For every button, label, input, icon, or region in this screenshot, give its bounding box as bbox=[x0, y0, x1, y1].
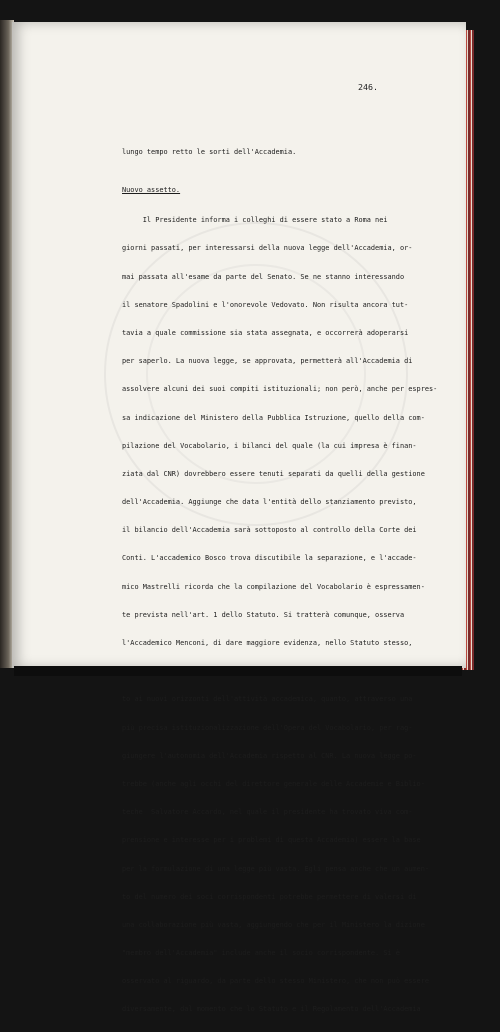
text-line: mai passata all'esame da parte del Senato. Se ne stanno interessando bbox=[122, 272, 405, 281]
text-line: l'Accademico Menconi, di dare maggiore evidenza, nello Statuto stesso, bbox=[122, 639, 413, 647]
text-line: Conti. L'accademico Bosco trova discutibile la separazione, e l'accade- bbox=[122, 554, 417, 563]
text-line: diversamente, dal momento che lo Statuto e il Regolamento dell'Accademia bbox=[122, 1005, 421, 1014]
text-line: to del numero dei soci corrispondenti potrebbe permettere di valersi di bbox=[122, 892, 417, 901]
text-line: per la formulazione di una legge più vasta. Egli pensa anche che un aumen- bbox=[122, 864, 429, 873]
text-line: una collaborazione più vasta, aggiungendo che per il Ministero la dizione bbox=[122, 920, 425, 929]
section-heading bbox=[122, 182, 452, 198]
document-text bbox=[122, 130, 452, 1032]
text-line: assolvere alcuni dei suoi compiti istituzionali; non però, anche per espres- bbox=[122, 385, 438, 394]
bottom-shadow bbox=[14, 666, 462, 676]
opening-line: lungo tempo retto le sorti dell'Accademia. bbox=[122, 148, 297, 156]
text-line: dell'Accademia. Aggiunge che data l'entità dello stanziamento previsto, bbox=[122, 498, 417, 507]
text-line: Il Presidente informa i colleghi di essere stato a Roma nei bbox=[122, 216, 388, 225]
text-line: tavia a quale commissione sia stata assegnata, e occorrerà adoperarsi bbox=[122, 328, 409, 337]
text-line: osservato al riguardo, da parte dello stesso Ministero, che non può essere bbox=[122, 977, 429, 986]
text-line: il senatore Spadolini e l'onorevole Vedovato. Non risulta ancora tut- bbox=[122, 300, 409, 309]
text-line: mico Mastrelli ricorda che la compilazione del Vocabolario è espressamen- bbox=[122, 582, 425, 591]
document-page bbox=[12, 22, 466, 1014]
text-line: sa indicazione del Ministero della Pubblica Istruzione, quello della com- bbox=[122, 413, 425, 422]
text-line: ziata dal CNR) dovrebbero essere tenuti separati da quelli della gestione bbox=[122, 469, 425, 478]
text-line: trebbe (anche agli occhi del direttore generale delle Accademie e Biblio- bbox=[122, 779, 425, 788]
text-line: giorni passati, per interessarsi della nuova legge dell'Accademia, or- bbox=[122, 244, 413, 253]
text-line: prensione e interesse per i problemi di questa Accademia) essere la base bbox=[122, 836, 421, 845]
text-line: il bilancio dell'Accademia sarà sottoposto al controllo della Corte dei bbox=[122, 526, 417, 535]
page-number: 246. bbox=[358, 82, 378, 92]
text-line: teche Salvatore Accardo, nel quale il presidente ha trovato viva com- bbox=[122, 808, 413, 817]
text-line: pilazione del Vocabolario, i bilanci del quale (la cui impresa è finan- bbox=[122, 441, 417, 450]
text-line: per saperlo. La nuova legge, se approvata, permetterà all'Accademia di bbox=[122, 357, 413, 366]
text-line: "membro dell'Accademia" include anche il socio corrispondente. Si è bbox=[122, 949, 400, 958]
text-line: giungere l'autonomia dell'Accademia rispetto al CNR. La nuova legge po- bbox=[122, 751, 417, 760]
text-line: to ai nuovi orizzonti dell'attività accademica, quanto, attraverso una bbox=[122, 695, 413, 704]
section-title: Nuovo assetto. bbox=[122, 186, 181, 195]
text-line: più precisa istituzionalizzazione dell'Opera del Vocabolario, per rag- bbox=[122, 723, 413, 732]
text-line: te prevista nell'art. 1 dello Statuto. Si tratterà comunque, osserva bbox=[122, 610, 405, 619]
